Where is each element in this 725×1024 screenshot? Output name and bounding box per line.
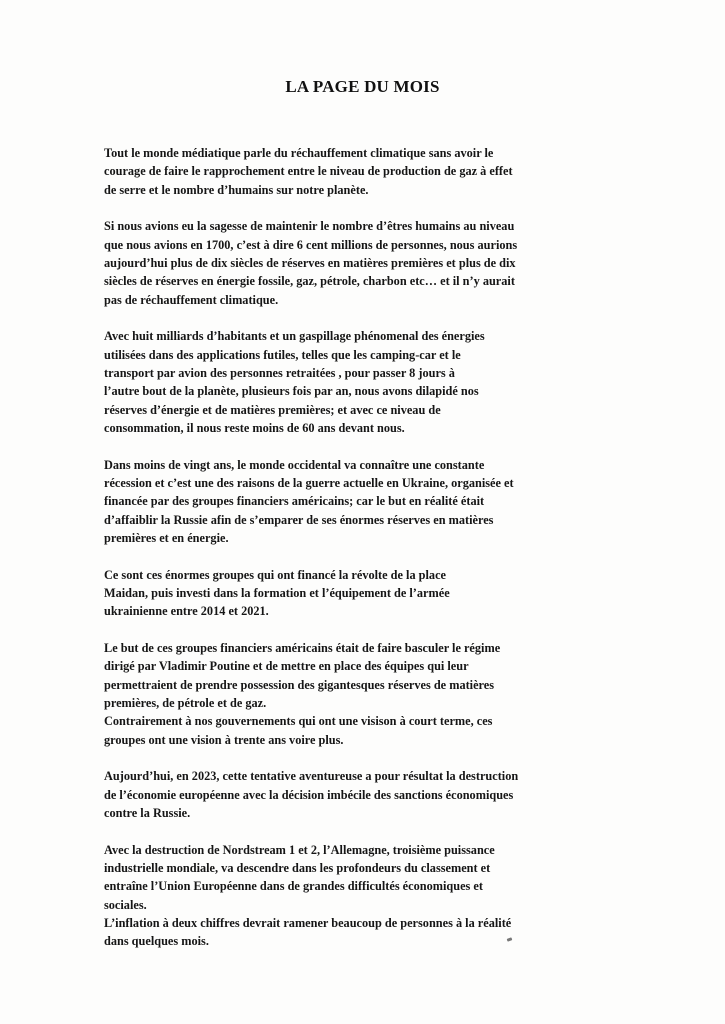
text-line: financée par des groupes financiers américains; car le but en réalité était xyxy=(104,494,485,509)
text-line: Tout le monde médiatique parle du réchauffement climatique sans avoir le xyxy=(104,146,494,160)
text-line: Aujourd’hui, en 2023, cette tentative aventureuse a pour résultat la destruction xyxy=(104,769,519,784)
text-line: réserves d’énergie et de matières premières; et avec ce niveau de xyxy=(104,402,441,417)
text-line: contre la Russie. xyxy=(104,805,191,820)
paragraph-3 xyxy=(104,327,624,437)
text-line: dans quelques mois. xyxy=(104,934,209,949)
text-line: utilisées dans des applications futiles, telles que les camping-car et le xyxy=(104,347,461,362)
text-line: permettraient de prendre possession des gigantesques réserves de matières xyxy=(104,677,495,692)
paragraph-1 xyxy=(104,144,624,199)
text-line: L’inflation à deux chiffres devrait ramener beaucoup de personnes à la réalité xyxy=(104,915,512,930)
text-line: Le but de ces groupes financiers américains était de faire basculer le régime xyxy=(104,641,501,656)
paragraph-5 xyxy=(104,566,624,621)
text-line: Avec huit milliards d’habitants et un gaspillage phénomenal des énergies xyxy=(104,329,485,344)
text-line: groupes ont une vision à trente ans voire plus. xyxy=(104,732,344,747)
text-line: Avec la destruction de Nordstream 1 et 2, l’Allemagne, troisième puissance xyxy=(104,842,495,857)
text-line: Ce sont ces énormes groupes qui ont financé la révolte de la place xyxy=(104,567,447,582)
text-line: siècles de réserves en énergie fossile, gaz, pétrole, charbon etc… et il n’y aurait xyxy=(104,274,515,289)
text-line: courage de faire le rapprochement entre le niveau de production de gaz à effet xyxy=(104,164,513,179)
text-line: Dans moins de vingt ans, le monde occidental va connaître une constante xyxy=(104,457,485,472)
text-line: que nous avions en 1700, c’est à dire 6 cent millions de personnes, nous aurions xyxy=(104,237,518,252)
text-line: transport par avion des personnes retraitées , pour passer 8 jours à xyxy=(104,365,455,380)
text-line: entraîne l’Union Européenne dans de grandes difficultés économiques et xyxy=(104,879,483,894)
article-body xyxy=(104,144,624,969)
text-line: Si nous avions eu la sagesse de maintenir le nombre d’êtres humains au niveau xyxy=(104,219,515,234)
text-line: de serre et le nombre d’humains sur notre planète. xyxy=(104,182,369,197)
text-line: sociales. xyxy=(104,897,147,912)
text-line: premières et en énergie. xyxy=(104,530,229,545)
paragraph-7 xyxy=(104,767,624,822)
paragraph-4 xyxy=(104,456,624,547)
text-line: l’autre bout de la planète, plusieurs fois par an, nous avons dilapidé nos xyxy=(104,384,479,399)
text-line: consommation, il nous reste moins de 60 ans devant nous. xyxy=(104,420,405,435)
text-line: Contrairement à nos gouvernements qui ont une visison à court terme, ces xyxy=(104,714,493,729)
text-line: premières, de pétrole et de gaz. xyxy=(104,695,267,710)
text-line: pas de réchauffement climatique. xyxy=(104,292,279,307)
text-line: de l’économie européenne avec la décision imbécile des sanctions économiques xyxy=(104,787,514,802)
text-line: aujourd’hui plus de dix siècles de réserves en matières premières et plus de dix xyxy=(104,255,516,270)
text-line: d’affaiblir la Russie afin de s’emparer de ses énormes réserves en matières xyxy=(104,512,494,527)
text-line: Maidan, puis investi dans la formation et l’équipement de l’armée xyxy=(104,585,450,600)
text-line: récession et c’est une des raisons de la guerre actuelle en Ukraine, organisée et xyxy=(104,475,514,490)
paragraph-2 xyxy=(104,217,624,308)
page-title: LA PAGE DU MOIS xyxy=(285,77,440,96)
paragraph-6 xyxy=(104,639,624,749)
paragraph-8 xyxy=(104,841,624,951)
text-line: industrielle mondiale, va descendre dans les profondeurs du classement et xyxy=(104,861,491,875)
text-line: ukrainienne entre 2014 et 2021. xyxy=(104,604,269,619)
text-line: dirigé par Vladimir Poutine et de mettre en place des équipes qui leur xyxy=(104,659,469,674)
